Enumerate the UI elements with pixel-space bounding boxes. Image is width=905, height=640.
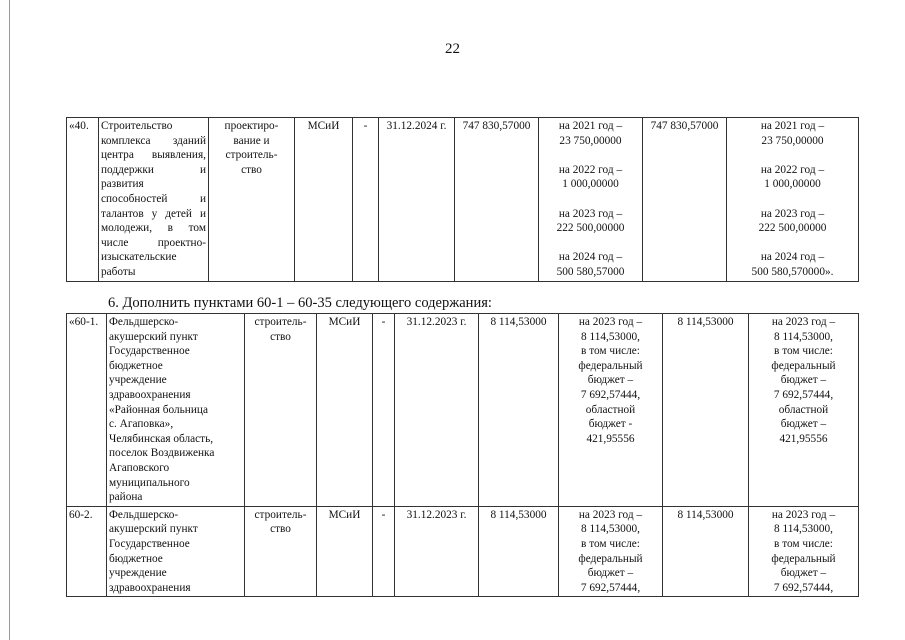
dash-cell: -	[373, 506, 395, 597]
table-row	[67, 506, 859, 597]
total-cost-2: 8 114,53000	[663, 314, 749, 507]
responsible-org: МСиИ	[317, 506, 373, 597]
total-cost-2: 747 830,57000	[643, 118, 727, 282]
total-cost-2: 8 114,53000	[663, 506, 749, 597]
funding-plan: на 2023 год – 8 114,53000, в том числе: федеральный бюджет – 7 692,57444, областной бюджет - 421,95556	[559, 314, 663, 507]
funding-plan-2: на 2023 год – 8 114,53000, в том числе: федеральный бюджет – 7 692,57444, областной бюджет – 421,95556	[749, 314, 859, 507]
funding-plan: на 2021 год – 23 750,00000 на 2022 год – 1 000,00000 на 2023 год – 222 500,00000 на 2024 год – 500 580,57000	[539, 118, 643, 282]
page-left-border	[9, 0, 10, 640]
deadline-date: 31.12.2023 г.	[395, 506, 479, 597]
object-name: Фельдшерско- акушерский пункт Государственное бюджетное учреждение здравоохранения «Районная больница с. Агаповка», Челябинская область, поселок Воздвиженка Агаповского муниципального района	[107, 314, 245, 507]
dash-cell: -	[353, 118, 379, 282]
responsible-org: МСиИ	[295, 118, 353, 282]
table-row	[67, 314, 859, 507]
funding-plan-2: на 2023 год – 8 114,53000, в том числе: федеральный бюджет – 7 692,57444,	[749, 506, 859, 597]
total-cost: 8 114,53000	[479, 506, 559, 597]
item-number: «40.	[67, 118, 99, 282]
page-number: 22	[445, 41, 460, 57]
table-objects-60	[66, 313, 859, 597]
table-object-40	[66, 117, 859, 282]
table-row	[67, 118, 859, 282]
deadline-date: 31.12.2023 г.	[395, 314, 479, 507]
item-number: «60-1.	[67, 314, 107, 507]
item-number: 60-2.	[67, 506, 107, 597]
object-name: Фельдшерско- акушерский пункт Государственное бюджетное учреждение здравоохранения	[107, 506, 245, 597]
object-name: Строительство комплекса зданий центра выявления, поддержки и развития способностей и талантов у детей и молодежи, в том числе проектно- изыскательские работы	[99, 118, 209, 282]
work-type: проектиро- вание и строитель- ство	[209, 118, 295, 282]
funding-plan: на 2023 год – 8 114,53000, в том числе: федеральный бюджет – 7 692,57444,	[559, 506, 663, 597]
work-type: строитель- ство	[245, 314, 317, 507]
funding-plan-2: на 2021 год – 23 750,00000 на 2022 год – 1 000,00000 на 2023 год – 222 500,00000 на 2024 год – 500 580,570000».	[727, 118, 859, 282]
total-cost: 8 114,53000	[479, 314, 559, 507]
work-type: строитель- ство	[245, 506, 317, 597]
responsible-org: МСиИ	[317, 314, 373, 507]
total-cost: 747 830,57000	[455, 118, 539, 282]
deadline-date: 31.12.2024 г.	[379, 118, 455, 282]
section-heading: 6. Дополнить пунктами 60-1 – 60-35 следующего содержания:	[108, 295, 492, 311]
dash-cell: -	[373, 314, 395, 507]
